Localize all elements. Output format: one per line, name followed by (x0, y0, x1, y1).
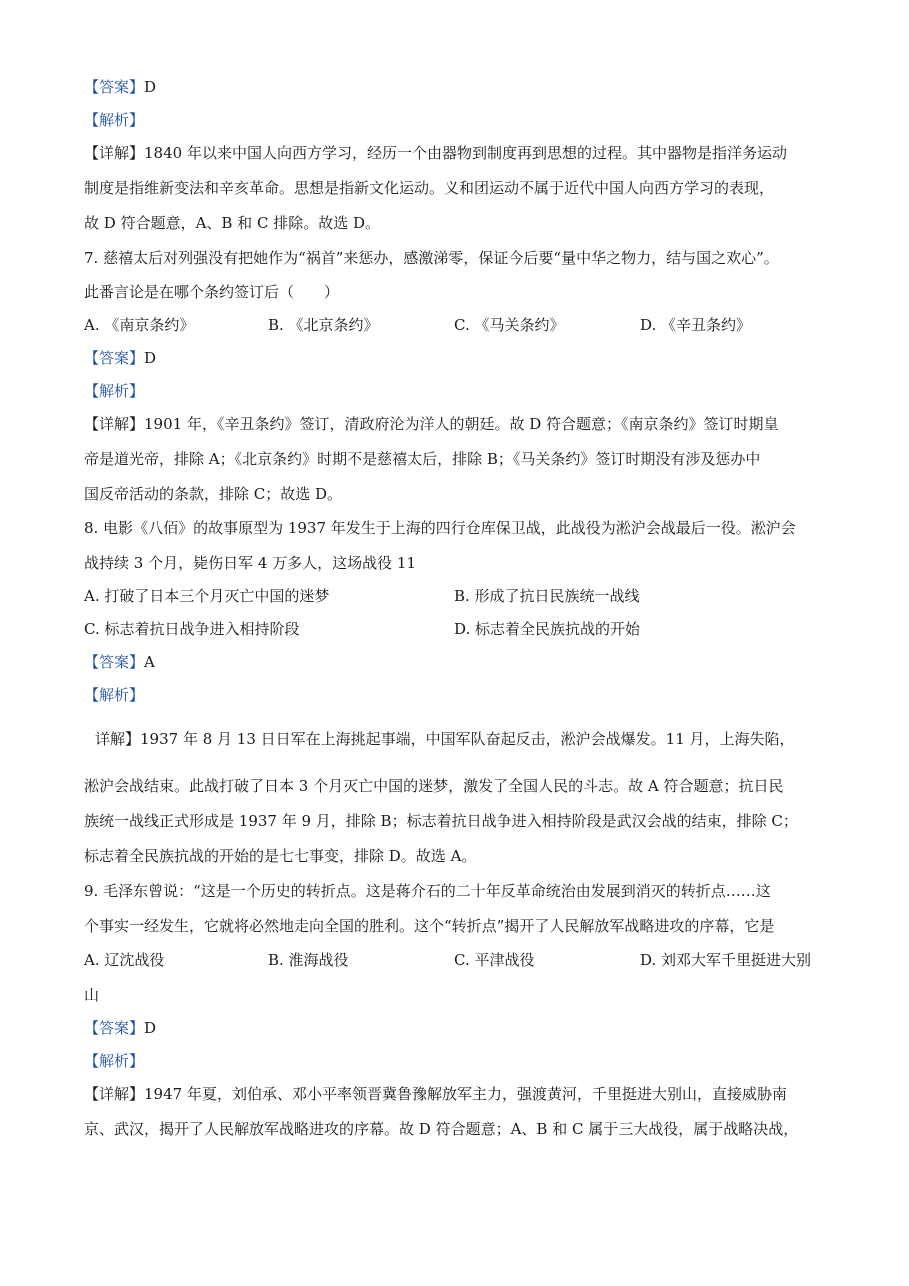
answer-tag: 【答案】 (84, 349, 145, 367)
answer-value: D (144, 349, 157, 367)
question-stem: 此番言论是在哪个条约签订后（ ） (84, 283, 340, 301)
detail-line: 族统一战线正式形成是 1937 年 9 月，排除 B；标志着抗日战争进入相持阶段是武汉会战的结束，排除 C； (84, 812, 798, 830)
detail-line: 【详解】1947 年夏，刘伯承、邓小平率领晋冀鲁豫解放军主力，强渡黄河，千里挺进大别山，直接威胁南 (84, 1085, 787, 1103)
analysis-tag: 【解析】 (84, 686, 145, 704)
answer-value: D (144, 1019, 157, 1037)
answer-line (84, 77, 156, 97)
detail-line: 京、武汉，揭开了人民解放军战略进攻的序幕。故 D 符合题意；A、B 和 C 属于三大战役，属于战略决战， (84, 1120, 799, 1138)
option-d: D. 《辛丑条约》 (640, 316, 752, 334)
answer-line (84, 1018, 156, 1038)
answer-value: D (144, 78, 157, 96)
detail-line: 详解】1937 年 8 月 13 日日军在上海挑起事端，中国军队奋起反击，淞沪会战爆发。11 月，上海失陷， (95, 730, 795, 748)
option-b: B. 淮海战役 (268, 951, 349, 969)
answer-line (84, 652, 155, 672)
analysis-tag: 【解析】 (84, 1052, 145, 1070)
answer-tag: 【答案】 (84, 78, 145, 96)
analysis-tag: 【解析】 (84, 382, 145, 400)
detail-line: 淞沪会战结束。此战打破了日本 3 个月灭亡中国的迷梦，激发了全国人民的斗志。故 A 符合题意；抗日民 (84, 777, 784, 795)
option-d-wrap: 山 (84, 986, 100, 1004)
question-stem: 9. 毛泽东曾说：“这是一个历史的转折点。这是蒋介石的二十年反革命统治由发展到消灭的转折点……这 (84, 882, 771, 900)
option-c: C. 平津战役 (454, 951, 535, 969)
option-b: B. 《北京条约》 (268, 316, 379, 334)
question-stem: 7. 慈禧太后对列强没有把她作为“祸首”来惩办，感激涕零，保证今后要“量中华之物力，结与国之欢心”。 (84, 249, 779, 267)
question-stem: 个事实一经发生，它就将必然地走向全国的胜利。这个“转折点”揭开了人民解放军战略进攻的序幕，它是 (84, 917, 775, 935)
answer-tag: 【答案】 (84, 1019, 145, 1037)
detail-line: 【详解】1840 年以来中国人向西方学习，经历一个由器物到制度再到思想的过程。其中器物是指洋务运动 (84, 144, 787, 162)
detail-line: 标志着全民族抗战的开始的是七七事变，排除 D。故选 A。 (84, 847, 477, 865)
answer-value: A (144, 653, 155, 671)
detail-line: 【详解】1901 年，《辛丑条约》签订，清政府沦为洋人的朝廷。故 D 符合题意；《南京条约》签订时期皇 (84, 415, 779, 433)
option-b: B. 形成了抗日民族统一战线 (454, 587, 640, 605)
option-a: A. 《南京条约》 (84, 316, 195, 334)
detail-line: 国反帝活动的条款，排除 C；故选 D。 (84, 485, 343, 503)
option-a: A. 辽沈战役 (84, 951, 165, 969)
option-c: C. 标志着抗日战争进入相持阶段 (84, 620, 300, 638)
detail-line: 故 D 符合题意，A、B 和 C 排除。故选 D。 (84, 214, 380, 232)
answer-tag: 【答案】 (84, 653, 145, 671)
option-d: D. 刘邓大军千里挺进大别 (640, 951, 812, 969)
detail-line: 帝是道光帝，排除 A；《北京条约》时期不是慈禧太后，排除 B；《马关条约》签订时期没有涉及惩办中 (84, 450, 761, 468)
option-d: D. 标志着全民族抗战的开始 (454, 620, 641, 638)
question-stem: 战持续 3 个月，毙伤日军 4 万多人，这场战役 11 (84, 554, 417, 572)
detail-line: 制度是指维新变法和辛亥革命。思想是指新文化运动。义和团运动不属于近代中国人向西方学习的表现， (84, 179, 775, 197)
answer-line (84, 348, 156, 368)
analysis-tag: 【解析】 (84, 111, 145, 129)
option-a: A. 打破了日本三个月灭亡中国的迷梦 (84, 587, 330, 605)
option-c: C. 《马关条约》 (454, 316, 565, 334)
question-stem: 8. 电影《八佰》的故事原型为 1937 年发生于上海的四行仓库保卫战，此战役为淞沪会战最后一役。淞沪会 (84, 519, 796, 537)
